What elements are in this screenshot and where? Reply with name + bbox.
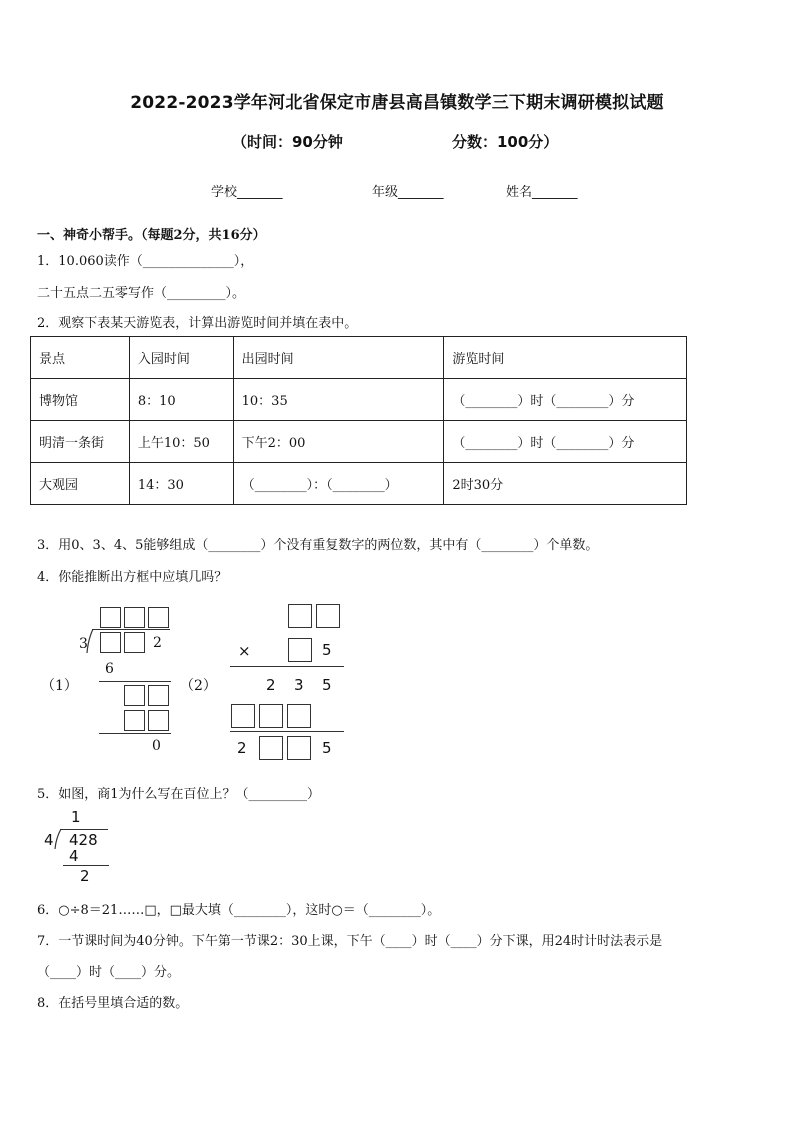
table-cell: 博物馆 <box>31 379 130 421</box>
q5-divisor: 4 <box>44 831 54 849</box>
blank-box[interactable] <box>124 632 145 653</box>
table-header-cell: 入园时间 <box>129 337 233 379</box>
subtract-line <box>99 733 171 734</box>
blank-box[interactable] <box>287 704 311 728</box>
table-cell: 2时30分 <box>444 463 687 505</box>
question-4: 4．你能推断出方框中应填几吗？ <box>37 570 228 585</box>
grade-field: 年级_______ <box>372 185 444 200</box>
table-row <box>31 379 687 421</box>
division-bar <box>60 829 108 830</box>
division-bracket <box>54 828 64 850</box>
name-field: 姓名_______ <box>506 185 578 200</box>
table-header-cell: 游览时间 <box>444 337 687 379</box>
table-row <box>31 421 687 463</box>
question-7-line-1: 7．一节课时间为40分钟。下午第一节课2：30上课，下午（____）时（____）分下课，用24时计时法表示是 <box>37 934 663 949</box>
blank-box[interactable] <box>124 685 145 706</box>
tour-table <box>30 336 687 505</box>
exam-score: 分数：100分） <box>452 133 559 151</box>
remainder-digit: 0 <box>152 738 161 754</box>
blank-box[interactable] <box>148 710 169 731</box>
question-3: 3．用0、3、4、5能够组成（________）个没有重复数字的两位数，其中有（________）个单数。 <box>37 538 599 553</box>
table-header-cell: 景点 <box>31 337 130 379</box>
question-6: 6．○÷8＝21……□，□最大填（________），这时○＝（________）。 <box>37 903 441 918</box>
table-cell: （________）时（________）分 <box>444 379 687 421</box>
partial-digit: 5 <box>322 676 332 694</box>
table-cell: 大观园 <box>31 463 130 505</box>
quotient-digit: 1 <box>71 808 81 826</box>
blank-box[interactable] <box>288 638 312 662</box>
table-cell: 上午10：50 <box>129 421 233 463</box>
table-cell: （________）：（________） <box>233 463 444 505</box>
partial-digit: 3 <box>294 676 304 694</box>
q5-product: 4 <box>69 847 79 865</box>
table-cell: 下午2：00 <box>233 421 444 463</box>
blank-box[interactable] <box>100 607 121 628</box>
blank-box[interactable] <box>259 736 283 760</box>
table-cell: 10：35 <box>233 379 444 421</box>
blank-box[interactable] <box>100 632 121 653</box>
partial-digit: 2 <box>266 676 276 694</box>
question-2: 2．观察下表某天游览表，计算出游览时间并填在表中。 <box>37 316 358 331</box>
exam-time: （时间：90分钟 <box>232 133 343 151</box>
question-8: 8．在括号里填合适的数。 <box>37 996 189 1011</box>
product-digit: 6 <box>105 661 114 677</box>
subtract-line <box>99 681 171 682</box>
table-cell: 8：10 <box>129 379 233 421</box>
table-cell: 明清一条街 <box>31 421 130 463</box>
blank-box[interactable] <box>259 704 283 728</box>
puzzle-2-label: （2） <box>180 678 217 694</box>
multiplier-digit: 5 <box>322 641 332 659</box>
q5-dividend: 428 <box>69 831 98 849</box>
blank-box[interactable] <box>287 736 311 760</box>
result-digit: 5 <box>322 739 332 757</box>
division-bar <box>92 629 170 630</box>
puzzle-1-label: （1） <box>41 678 78 694</box>
school-field: 学校_______ <box>211 185 283 200</box>
q5-remainder: 2 <box>80 867 90 885</box>
question-5: 5．如图，商1为什么写在百位上？（_________） <box>37 787 321 802</box>
blank-box[interactable] <box>148 685 169 706</box>
table-row <box>31 463 687 505</box>
table-header-cell: 出园时间 <box>233 337 444 379</box>
times-sign: × <box>238 642 251 660</box>
question-1-line-2: 二十五点二五零写作（_________）。 <box>37 286 246 301</box>
dividend-digit: 2 <box>153 635 162 651</box>
blank-box[interactable] <box>124 607 145 628</box>
blank-box[interactable] <box>148 607 169 628</box>
blank-box[interactable] <box>316 604 340 628</box>
page-title: 2022-2023学年河北省保定市唐县高昌镇数学三下期末调研模拟试题 <box>130 93 664 113</box>
section-title: 一、神奇小帮手。（每题2分，共16分） <box>37 228 266 243</box>
table-cell: （________）时（________）分 <box>444 421 687 463</box>
product-line <box>230 666 344 667</box>
subtract-line <box>63 865 109 866</box>
question-7-line-2: （____）时（____）分。 <box>37 965 181 980</box>
blank-box[interactable] <box>124 710 145 731</box>
blank-box[interactable] <box>231 704 255 728</box>
question-1-line-1: 1．10.060读作（______________）， <box>37 254 254 269</box>
table-header-row <box>31 337 687 379</box>
blank-box[interactable] <box>288 604 312 628</box>
divisor: 3 <box>79 636 88 652</box>
sum-line <box>230 731 344 732</box>
table-cell: 14：30 <box>129 463 233 505</box>
result-digit: 2 <box>237 739 247 757</box>
